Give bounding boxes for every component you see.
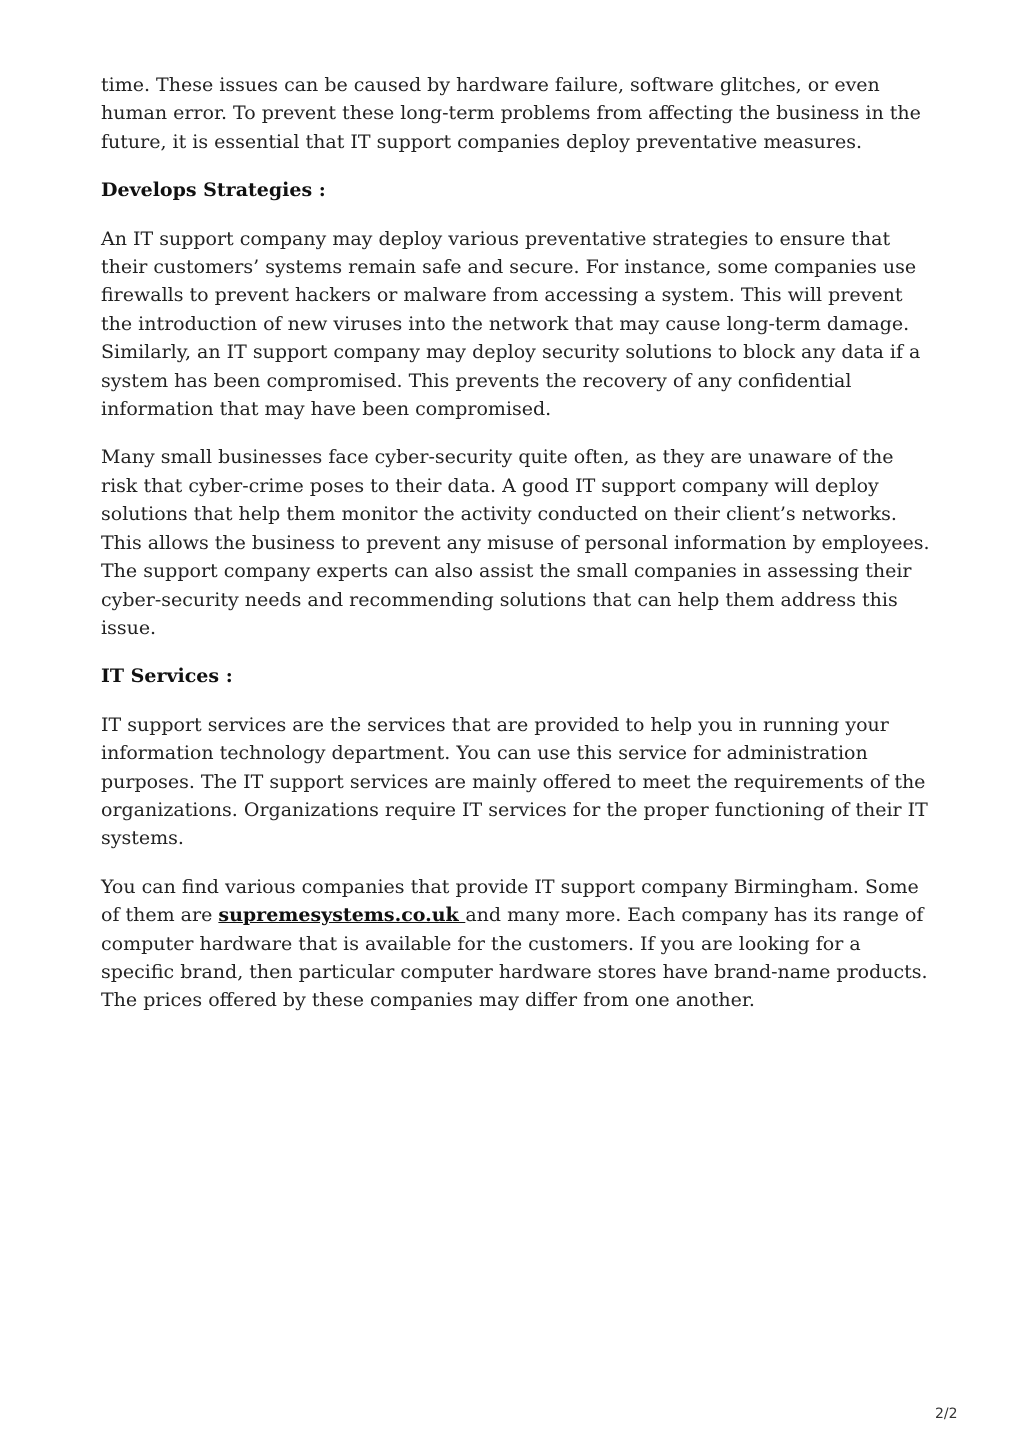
paragraph-text-after-link: and many more. Each company has its range of computer hardware that is available for the customers. If you are looking for a specific brand, then particular computer hardware stores have brand-name products. The prices offered by these companies may differ from one another. — [101, 904, 928, 1012]
body-paragraph: time. These issues can be caused by hardware failure, software glitches, or even human error. To prevent these long-term problems from affecting the business in the future, it is essential that IT support companies deploy preventative measures. — [101, 74, 921, 153]
body-paragraph: An IT support company may deploy various preventative strategies to ensure that their customers’ systems remain safe and secure. For instance, some companies use firewalls to prevent hackers or malware from accessing a system. This will prevent the introduction of new viruses into the network that may cause long-term damage. Similarly, an IT support company may deploy security solutions to block any data if a system has been compromised. This prevents the recovery of any confidential information that may have been compromised. — [101, 227, 921, 421]
page-number: 2/2 — [935, 1406, 958, 1422]
body-paragraph: IT support services are the services that are provided to help you in running your information technology department. You can use this service for administration purposes. The IT support services are mainly offered to meet the requirements of the organizations. Organizations require IT services for the proper functioning of their IT systems. — [101, 713, 928, 850]
body-paragraph: Many small businesses face cyber-security quite often, as they are unaware of the risk that cyber-crime poses to their data. A good IT support company will deploy solutions that help them monitor the activity conducted on their client’s networks. This allows the business to prevent any misuse of personal information by employees. The support company experts can also assist the small companies in assessing their cyber-security needs and recommending solutions that can help them address this issue. — [101, 446, 930, 639]
document-page — [101, 71, 931, 1035]
paragraph-text-before-link: You can find various companies that provide IT support company Birmingham. Some of them are — [101, 875, 919, 927]
section-heading-develops-strategies: Develops Strategies : — [101, 179, 326, 202]
section-heading-it-services: IT Services : — [101, 665, 233, 688]
body-paragraph-with-link — [101, 873, 931, 1015]
supremesystems-link[interactable]: supremesystems.co.uk — [218, 904, 466, 927]
